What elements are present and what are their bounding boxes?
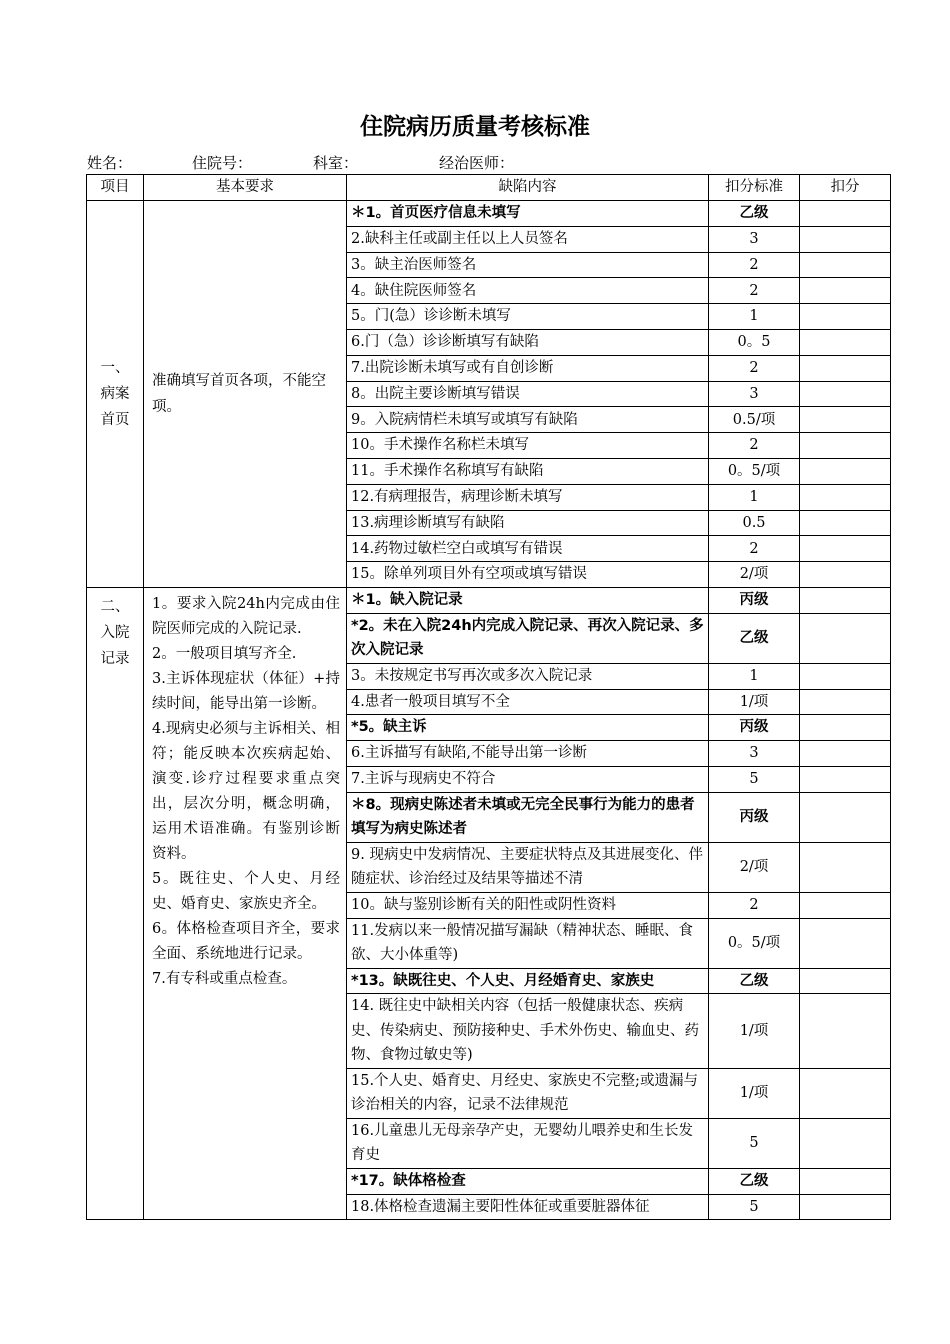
defect-text: 15。除单列项目外有空项或填写错误 [347, 562, 709, 588]
deduction-input-cell[interactable] [800, 433, 891, 459]
deduction-input-cell[interactable] [800, 968, 891, 994]
defect-text: 13.病理诊断填写有缺陷 [347, 510, 709, 536]
defect-text: 12.有病理报告，病理诊断未填写 [347, 484, 709, 510]
deduction-input-cell[interactable] [800, 766, 891, 792]
deduction-standard: 3 [709, 381, 800, 407]
deduction-standard: 3 [709, 226, 800, 252]
deduction-standard: 乙级 [709, 968, 800, 994]
deduction-input-cell[interactable] [800, 613, 891, 663]
deduction-standard: 2 [709, 433, 800, 459]
deduction-input-cell[interactable] [800, 510, 891, 536]
header-deduction: 扣分 [800, 175, 891, 201]
deduction-input-cell[interactable] [800, 1194, 891, 1220]
deduction-standard: 2 [709, 355, 800, 381]
department-label: 科室： [313, 154, 359, 172]
deduction-standard: 乙级 [709, 613, 800, 663]
defect-text: 18.体格检查遗漏主要阳性体征或重要脏器体征 [347, 1194, 709, 1220]
deduction-standard: 0。5/项 [709, 458, 800, 484]
defect-text: 2.缺科主任或副主任以上人员签名 [347, 226, 709, 252]
deduction-standard: 1/项 [709, 994, 800, 1069]
defect-text: 16.儿童患儿无母亲孕产史，无婴幼儿喂养史和生长发育史 [347, 1118, 709, 1168]
defect-text: 10。缺与鉴别诊断有关的阳性或阴性资料 [347, 892, 709, 918]
table-body [87, 201, 891, 1220]
deduction-standard: 0。5 [709, 329, 800, 355]
deduction-input-cell[interactable] [800, 1118, 891, 1168]
defect-text: 7.主诉与现病史不符合 [347, 766, 709, 792]
deduction-standard: 0.5 [709, 510, 800, 536]
defect-text: 3。缺主治医师签名 [347, 252, 709, 278]
defect-text: 5。门(急）诊诊断未填写 [347, 304, 709, 330]
deduction-input-cell[interactable] [800, 994, 891, 1069]
requirement-line: 1。要求入院24h内完成由住院医师完成的入院记录. [152, 595, 340, 637]
deduction-input-cell[interactable] [800, 1068, 891, 1118]
requirement-line: 5。既往史、个人史、月经史、婚育史、家族史齐全。 [152, 870, 340, 912]
doctor-label: 经治医师： [439, 154, 515, 172]
deduction-input-cell[interactable] [800, 484, 891, 510]
defect-text: *2。未在入院24h内完成入院记录、再次入院记录、多次入院记录 [347, 613, 709, 663]
requirement-line: 7.有专科或重点检查。 [152, 970, 297, 987]
deduction-standard: 丙级 [709, 715, 800, 741]
deduction-standard: 2 [709, 252, 800, 278]
deduction-input-cell[interactable] [800, 304, 891, 330]
deduction-standard: 乙级 [709, 1168, 800, 1194]
defect-text: 8。出院主要诊断填写错误 [347, 381, 709, 407]
section-project-cell: 二、 入院 记录 [87, 587, 144, 1219]
deduction-standard: 乙级 [709, 201, 800, 227]
deduction-standard: 2 [709, 892, 800, 918]
deduction-input-cell[interactable] [800, 842, 891, 892]
deduction-standard: 1/项 [709, 1068, 800, 1118]
defect-text: 9. 现病史中发病情况、主要症状特点及其进展变化、伴随症状、诊治经过及结果等描述不清 [347, 842, 709, 892]
table-row [87, 201, 891, 227]
deduction-input-cell[interactable] [800, 201, 891, 227]
requirement-line: 准确填写首页各项，不能空项。 [152, 372, 326, 415]
deduction-standard: 2 [709, 278, 800, 304]
header-deduction-standard: 扣分标准 [709, 175, 800, 201]
deduction-input-cell[interactable] [800, 329, 891, 355]
deduction-input-cell[interactable] [800, 458, 891, 484]
deduction-standard: 1 [709, 484, 800, 510]
deduction-input-cell[interactable] [800, 536, 891, 562]
deduction-input-cell[interactable] [800, 689, 891, 715]
deduction-input-cell[interactable] [800, 741, 891, 767]
defect-text: 9。入院病情栏未填写或填写有缺陷 [347, 407, 709, 433]
defect-text: 7.出院诊断未填写或有自创诊断 [347, 355, 709, 381]
deduction-standard: 5 [709, 766, 800, 792]
deduction-input-cell[interactable] [800, 663, 891, 689]
deduction-standard: 2 [709, 536, 800, 562]
requirement-line: 3.主诉体现症状（体征）+持续时间，能导出第一诊断。 [152, 670, 340, 712]
header-project: 项目 [87, 175, 144, 201]
deduction-standard: 丙级 [709, 587, 800, 613]
defect-text: 14.药物过敏栏空白或填写有错误 [347, 536, 709, 562]
defect-text: 3。未按规定书写再次或多次入院记录 [347, 663, 709, 689]
deduction-input-cell[interactable] [800, 918, 891, 968]
deduction-input-cell[interactable] [800, 381, 891, 407]
document-title: 住院病历质量考核标准 [360, 114, 590, 140]
defect-text: ＊1。缺入院记录 [347, 587, 709, 613]
deduction-standard: 0.5/项 [709, 407, 800, 433]
deduction-standard: 丙级 [709, 792, 800, 842]
deduction-input-cell[interactable] [800, 792, 891, 842]
deduction-standard: 5 [709, 1194, 800, 1220]
deduction-input-cell[interactable] [800, 407, 891, 433]
defect-text: *13。缺既往史、个人史、月经婚育史、家族史 [347, 968, 709, 994]
deduction-input-cell[interactable] [800, 715, 891, 741]
deduction-standard: 2/项 [709, 562, 800, 588]
defect-text: 14. 既往史中缺相关内容（包括一般健康状态、疾病史、传染病史、预防接种史、手术外伤史、输血史、药物、食物过敏史等) [347, 994, 709, 1069]
name-label: 姓名： [87, 154, 133, 172]
table-row [87, 587, 891, 613]
deduction-standard: 0。5/项 [709, 918, 800, 968]
deduction-standard: 3 [709, 741, 800, 767]
deduction-input-cell[interactable] [800, 355, 891, 381]
defect-text: ＊8。现病史陈述者未填或无完全民事行为能力的患者填写为病史陈述者 [347, 792, 709, 842]
patient-info-line [87, 152, 887, 172]
deduction-standard: 1 [709, 304, 800, 330]
deduction-input-cell[interactable] [800, 252, 891, 278]
deduction-standard: 1 [709, 663, 800, 689]
header-defect: 缺陷内容 [347, 175, 709, 201]
defect-text: 11.发病以来一般情况描写漏缺（精神状态、睡眠、食欲、大小体重等) [347, 918, 709, 968]
defect-text: 4.患者一般项目填写不全 [347, 689, 709, 715]
defect-text: *17。缺体格检查 [347, 1168, 709, 1194]
assessment-table [86, 174, 891, 1220]
header-requirement: 基本要求 [144, 175, 347, 201]
table-header-row [87, 175, 891, 201]
deduction-input-cell[interactable] [800, 587, 891, 613]
section-project-cell: 一、 病案 首页 [87, 201, 144, 588]
deduction-input-cell[interactable] [800, 562, 891, 588]
requirement-line: 6。体格检查项目齐全，要求全面、系统地进行记录。 [152, 920, 340, 962]
section-requirement-cell [144, 201, 347, 588]
deduction-standard: 5 [709, 1118, 800, 1168]
defect-text: ＊1。首页医疗信息未填写 [347, 201, 709, 227]
defect-text: 11。手术操作名称填写有缺陷 [347, 458, 709, 484]
deduction-input-cell[interactable] [800, 892, 891, 918]
requirement-line: 2。一般项目填写齐全. [152, 645, 297, 662]
defect-text: 4。缺住院医师签名 [347, 278, 709, 304]
defect-text: 6.门（急）诊诊断填写有缺陷 [347, 329, 709, 355]
defect-text: *5。缺主诉 [347, 715, 709, 741]
defect-text: 6.主诉描写有缺陷,不能导出第一诊断 [347, 741, 709, 767]
deduction-input-cell[interactable] [800, 1168, 891, 1194]
deduction-input-cell[interactable] [800, 278, 891, 304]
admission-no-label: 住院号： [192, 154, 253, 172]
deduction-input-cell[interactable] [800, 226, 891, 252]
defect-text: 15.个人史、婚育史、月经史、家族史不完整;或遗漏与诊治相关的内容，记录不法律规范 [347, 1068, 709, 1118]
deduction-standard: 1/项 [709, 689, 800, 715]
deduction-standard: 2/项 [709, 842, 800, 892]
section-requirement-cell [144, 587, 347, 1219]
defect-text: 10。手术操作名称栏未填写 [347, 433, 709, 459]
requirement-line: 4.现病史必须与主诉相关、相符；能反映本次疾病起始、演变.诊疗过程要求重点突出，层次分明，概念明确，运用术语准确。有鉴别诊断资料。 [152, 720, 340, 862]
